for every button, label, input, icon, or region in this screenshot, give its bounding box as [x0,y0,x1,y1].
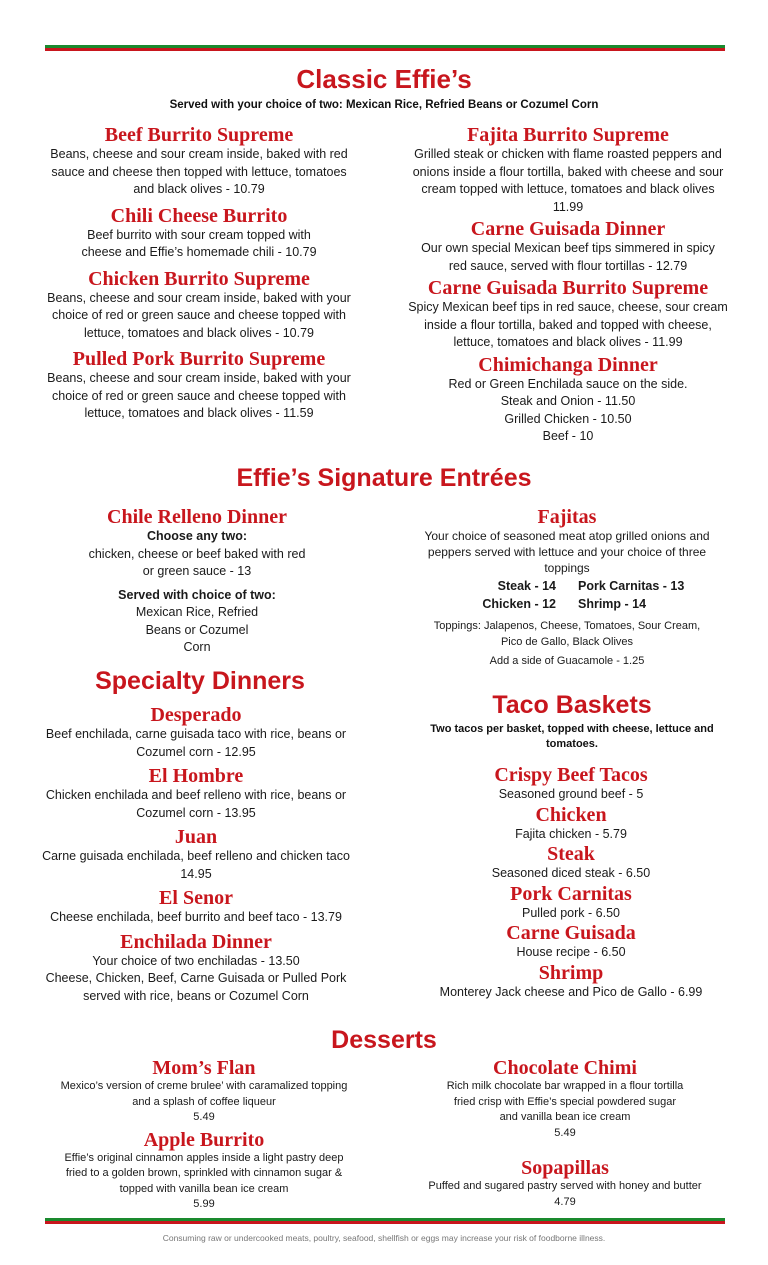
item-description: Seasoned diced steak - 6.50 [491,866,651,880]
item-name: Chocolate Chimi [493,1057,637,1079]
served-description: Mexican Rice, Refried Beans or Cozumel Corn [135,605,259,654]
specialty-column [35,704,357,1005]
item-description: Monterey Jack cheese and Pico de Gallo - 6.99 [439,984,703,999]
item-description: Beef burrito with sour cream topped with cheese and Effie’s homemade chili - 10.79 [81,227,317,259]
classic-subtitle: Served with your choice of two: Mexican Rice, Refried Beans or Cozumel Corn [169,99,599,111]
item-price: 11.99 [552,199,584,214]
fajitas-price: Pork Carnitas - 13 [578,579,685,593]
item-description-line: Beef - 10 [542,429,594,443]
menu-item [410,883,732,923]
item-name: Shrimp [538,961,604,984]
menu-item [40,342,358,423]
item-price: 4.79 [554,1195,576,1208]
classic-title: Classic Effie’s [296,64,472,94]
item-description: House recipe - 6.50 [516,945,626,959]
menu-item [55,1057,353,1126]
item-description: Puffed and sugared pastry served with honey and butter [428,1180,702,1192]
item-description: Carne guisada enchilada, beef relleno and chicken taco 14.95 [42,849,350,881]
menu-item [55,1126,353,1213]
item-name: Carne Guisada [506,922,636,944]
fajitas-price-row [407,576,727,596]
menu-item [404,352,732,446]
item-name: Chicken [535,803,607,826]
item-description: Beans, cheese and sour cream inside, baked with your choice of red or green sauce and cheese topped with lettuce, tomatoes and black olives - 10.79 [47,290,351,340]
item-name: Pulled Pork Burrito Supreme [72,348,326,370]
item-name: Enchilada Dinner [120,930,272,953]
item-name: Pork Carnitas [510,882,632,905]
menu-item [410,764,732,804]
menu-item [35,883,357,927]
item-name: Chicken Burrito Supreme [88,267,310,290]
item-description: Pulled pork - 6.50 [522,905,620,920]
item-description: Beans, cheese and sour cream inside, baked with red sauce and cheese then topped with lettuce, tomatoes and black olives - 10.79 [50,147,348,196]
menu-item [405,1141,725,1210]
specialty-title: Specialty Dinners [95,667,305,695]
item-name: Apple Burrito [143,1128,265,1151]
item-name: Sopapillas [521,1157,609,1179]
item-name: Fajitas [537,506,597,528]
item-description: Beef enchilada, carne guisada taco with rice, beans or Cozumel corn - 12.95 [45,727,347,759]
top-stripe-divider [45,45,725,51]
item-name: Crispy Beef Tacos [494,764,648,786]
desserts-title: Desserts [331,1026,437,1054]
fajitas-price: Steak - 14 [497,579,556,593]
item-description: Effie’s original cinnamon apples inside a light pastry deep fried to a golden brown, sprinkled with cinnamon sugar & topped with vanilla bean ice cream [64,1151,344,1195]
menu-item [35,927,357,1006]
fajitas-block [407,506,727,670]
choose-description: chicken, cheese or beef baked with red or green sauce - 13 [88,546,306,578]
item-description: Seasoned ground beef - 5 [498,787,644,801]
fajitas-toppings: Toppings: Jalapenos, Cheese, Tomatoes, Sour Cream, Pico de Gallo, Black Olives [433,620,701,648]
chile-relleno-block [82,506,312,657]
signature-title: Effie’s Signature Entrées [236,464,532,492]
item-description: Your choice of seasoned meat atop grilled onions and peppers served with lettuce and your choice of three toppings [424,529,710,575]
menu-item [40,262,358,343]
bottom-stripe-divider [45,1218,725,1224]
item-name: Carne Guisada Dinner [470,218,666,240]
menu-item [405,1057,725,1141]
tacos-subtitle: Two tacos per basket, topped with cheese, lettuce and tomatoes. [430,723,714,750]
menu-item [404,275,732,352]
item-name: Fajita Burrito Supreme [467,124,669,146]
menu-item [410,804,732,844]
classic-right-column [404,124,732,446]
choose-label: Choose any two: [146,529,247,543]
item-description: Cheese enchilada, beef burrito and beef taco - 13.79 [50,910,342,924]
item-name: Beef Burrito Supreme [104,124,294,146]
item-description: Mexico’s version of creme brulee’ with caramalized topping and a splash of coffee liqueur [60,1080,348,1108]
menu-item [35,704,357,761]
menu-item [35,822,357,883]
item-price: 5.49 [554,1126,576,1139]
tacos-column [410,764,732,1001]
classic-left-column [40,124,358,423]
menu-item [40,124,358,199]
item-name: El Senor [159,887,233,909]
served-label: Served with choice of two: [118,587,276,602]
fajitas-price: Chicken - 12 [482,596,556,611]
food-safety-footnote: Consuming raw or undercooked meats, poultry, seafood, shellfish or eggs may increase your risk of foodborne illness. [162,1233,606,1243]
item-name: Chili Cheese Burrito [110,204,288,227]
item-description-line: Red or Green Enchilada sauce on the side. [448,376,688,391]
desserts-left-column [55,1057,353,1213]
item-name: Steak [547,843,595,865]
fajitas-price: Shrimp - 14 [578,596,647,611]
menu-item [404,216,732,275]
menu-item [410,843,732,883]
item-name: Desperado [150,704,242,726]
menu-item [40,199,358,262]
item-description-line: Your choice of two enchiladas - 13.50 [92,953,300,968]
menu-item [410,922,732,962]
item-description: Our own special Mexican beef tips simmered in spicy red sauce, served with flour tortillas - 12.79 [421,241,715,273]
item-name: Juan [174,826,218,848]
tacos-title: Taco Baskets [492,691,652,719]
item-name: Chimichanga Dinner [478,353,658,376]
fajitas-price-row [407,596,727,614]
item-description: Spicy Mexican beef tips in red sauce, cheese, sour cream inside a flour tortilla, baked and topped with cheese, lettuce, tomatoes and black olives - 11.99 [408,300,728,349]
menu-item [410,962,732,1002]
item-name: Carne Guisada Burrito Supreme [427,277,709,299]
item-name: Chile Relleno Dinner [107,506,287,528]
menu-item [35,761,357,822]
item-description: Rich milk chocolate bar wrapped in a flour tortilla fried crisp with Effie’s special powdered sugar and vanilla bean ice cream [446,1080,684,1123]
menu-item [404,124,732,216]
item-description: Beans, cheese and sour cream inside, baked with your choice of red or green sauce and cheese topped with lettuce, tomatoes and black olives - 11.59 [47,371,351,420]
item-description: Grilled steak or chicken with flame roasted peppers and onions inside a flour tortilla, baked with cheese and sour cream topped with lettuce, tomatoes and black olives [412,147,724,196]
item-name: El Hombre [148,765,244,787]
item-description: Chicken enchilada and beef relleno with rice, beans or Cozumel corn - 13.95 [45,788,347,820]
item-price: 5.49 [193,1111,215,1123]
item-description-line: Grilled Chicken - 10.50 [504,411,632,426]
item-description: Fajita chicken - 5.79 [515,826,627,841]
desserts-right-column [405,1057,725,1210]
item-description-line: Cheese, Chicken, Beef, Carne Guisada or Pulled Pork served with rice, beans or Cozumel Corn [45,971,347,1003]
fajitas-guacamole: Add a side of Guacamole - 1.25 [489,655,645,667]
item-description-line: Steak and Onion - 11.50 [500,394,636,408]
item-price: 5.99 [193,1198,215,1210]
item-name: Mom’s Flan [152,1057,256,1079]
